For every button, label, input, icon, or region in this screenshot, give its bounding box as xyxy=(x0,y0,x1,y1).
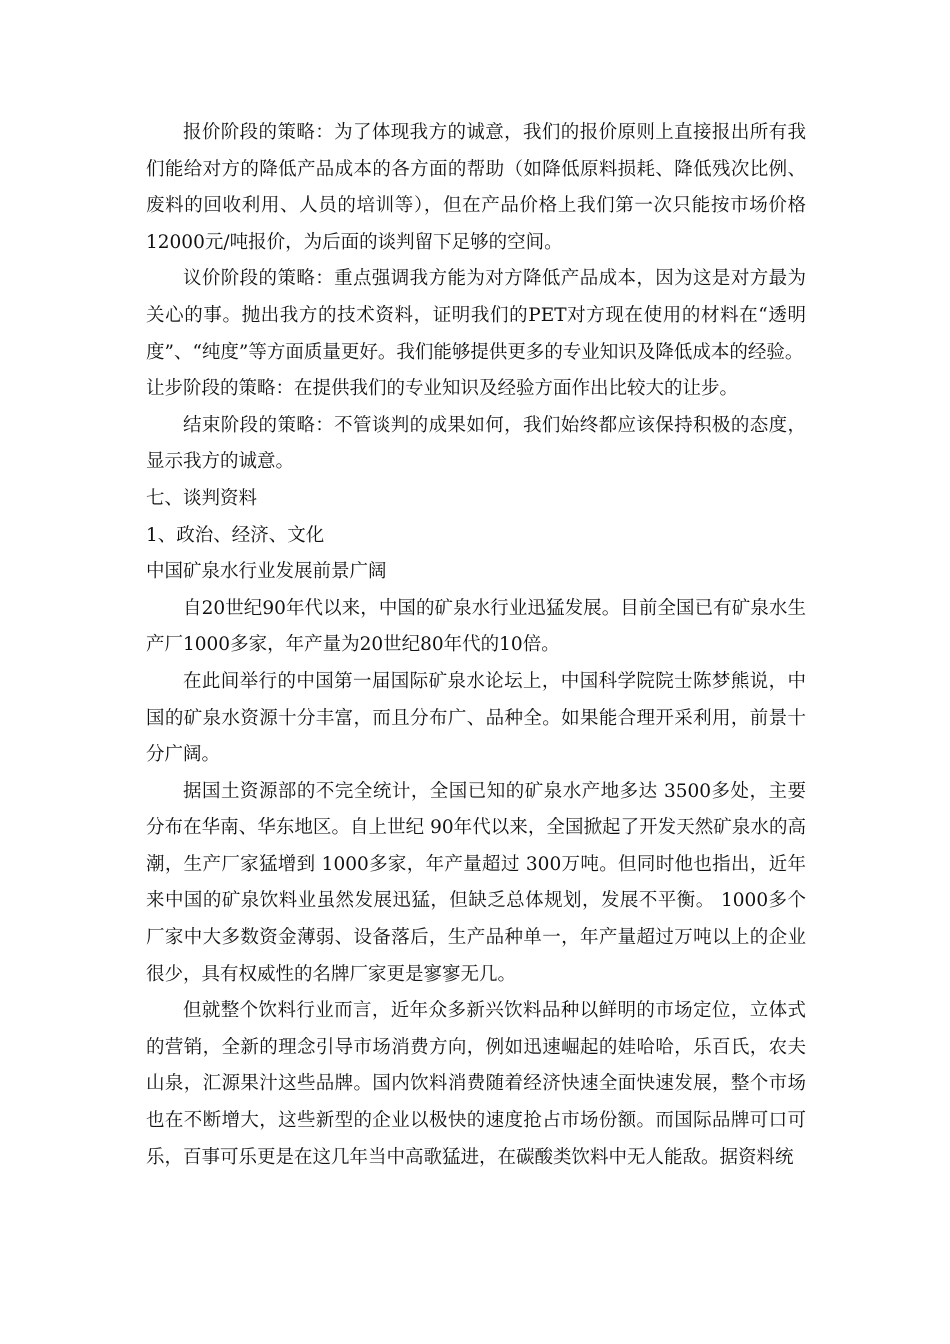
paragraph-forum-quote: 在此间举行的中国第一届国际矿泉水论坛上，中国科学院院士陈梦熊说，中国的矿泉水资源十分丰富，而且分布广、品种全。如果能合理开采利用，前景十分广阔。 xyxy=(146,670,806,766)
section-heading-negotiation-materials: 七、谈判资料 xyxy=(146,487,258,509)
paragraph-industry-growth: 自20世纪90年代以来，中国的矿泉水行业迅猛发展。目前全国已有矿泉水生产厂1000多家，年产量为20世纪80年代的10倍。 xyxy=(146,597,806,656)
article-title: 中国矿泉水行业发展前景广阔 xyxy=(146,561,387,583)
paragraph-closing-strategy: 结束阶段的策略：不管谈判的成果如何，我们始终都应该保持积极的态度，显示我方的诚意。 xyxy=(146,414,806,473)
paragraph-concession-strategy: 让步阶段的策略：在提供我们的专业知识及经验方面作出比较大的让步。 xyxy=(146,378,739,400)
paragraph-beverage-industry: 但就整个饮料行业而言，近年众多新兴饮料品种以鲜明的市场定位，立体式的营销，全新的理念引导市场消费方向，例如迅速崛起的娃哈哈，乐百氏，农夫山泉，汇源果汁这些品牌。国内饮料消费随着经济快速全面快速发展，整个市场也在不断增大，这些新型的企业以极快的速度抢占市场份额。而国际品牌可口可乐，百事可乐更是在这几年当中高歌猛进，在碳酸类饮料中无人能敌。据资料统 xyxy=(146,1000,806,1168)
paragraph-bargain-strategy: 议价阶段的策略：重点强调我方能为对方降低产品成本，因为这是对方最为关心的事。抛出我方的技术资料，证明我们的PET对方现在使用的材料在“透明度”、“纯度”等方面质量更好。我们能够提供更多的专业知识及降低成本的经验。 xyxy=(146,268,806,363)
paragraph-statistics: 据国土资源部的不完全统计，全国已知的矿泉水产地多达 3500多处，主要分布在华南、华东地区。自上世纪 90年代以来，全国掀起了开发天然矿泉水的高潮，生产厂家猛增到 1000多家，年产量超过 300万吨。但同时他也指出，近年来中国的矿泉饮料业虽然发展迅猛，但缺乏总体规划，发展不平衡。 1000多个厂家中大多数资金薄弱、设备落后，生产品种单一，年产量超过万吨以上的企业很少，具有权威性的名牌厂家更是寥寥无几。 xyxy=(146,780,806,985)
document-page xyxy=(146,115,806,1176)
paragraph-quote-strategy: 报价阶段的策略：为了体现我方的诚意，我们的报价原则上直接报出所有我们能给对方的降低产品成本的各方面的帮助（如降低原料损耗、降低残次比例、废料的回收利用、人员的培训等），但在产品价格上我们第一次只能按市场价格12000元/吨报价，为后面的谈判留下足够的空间。 xyxy=(146,122,806,253)
subsection-heading-politics-economy-culture: 1、政治、经济、文化 xyxy=(146,524,325,546)
